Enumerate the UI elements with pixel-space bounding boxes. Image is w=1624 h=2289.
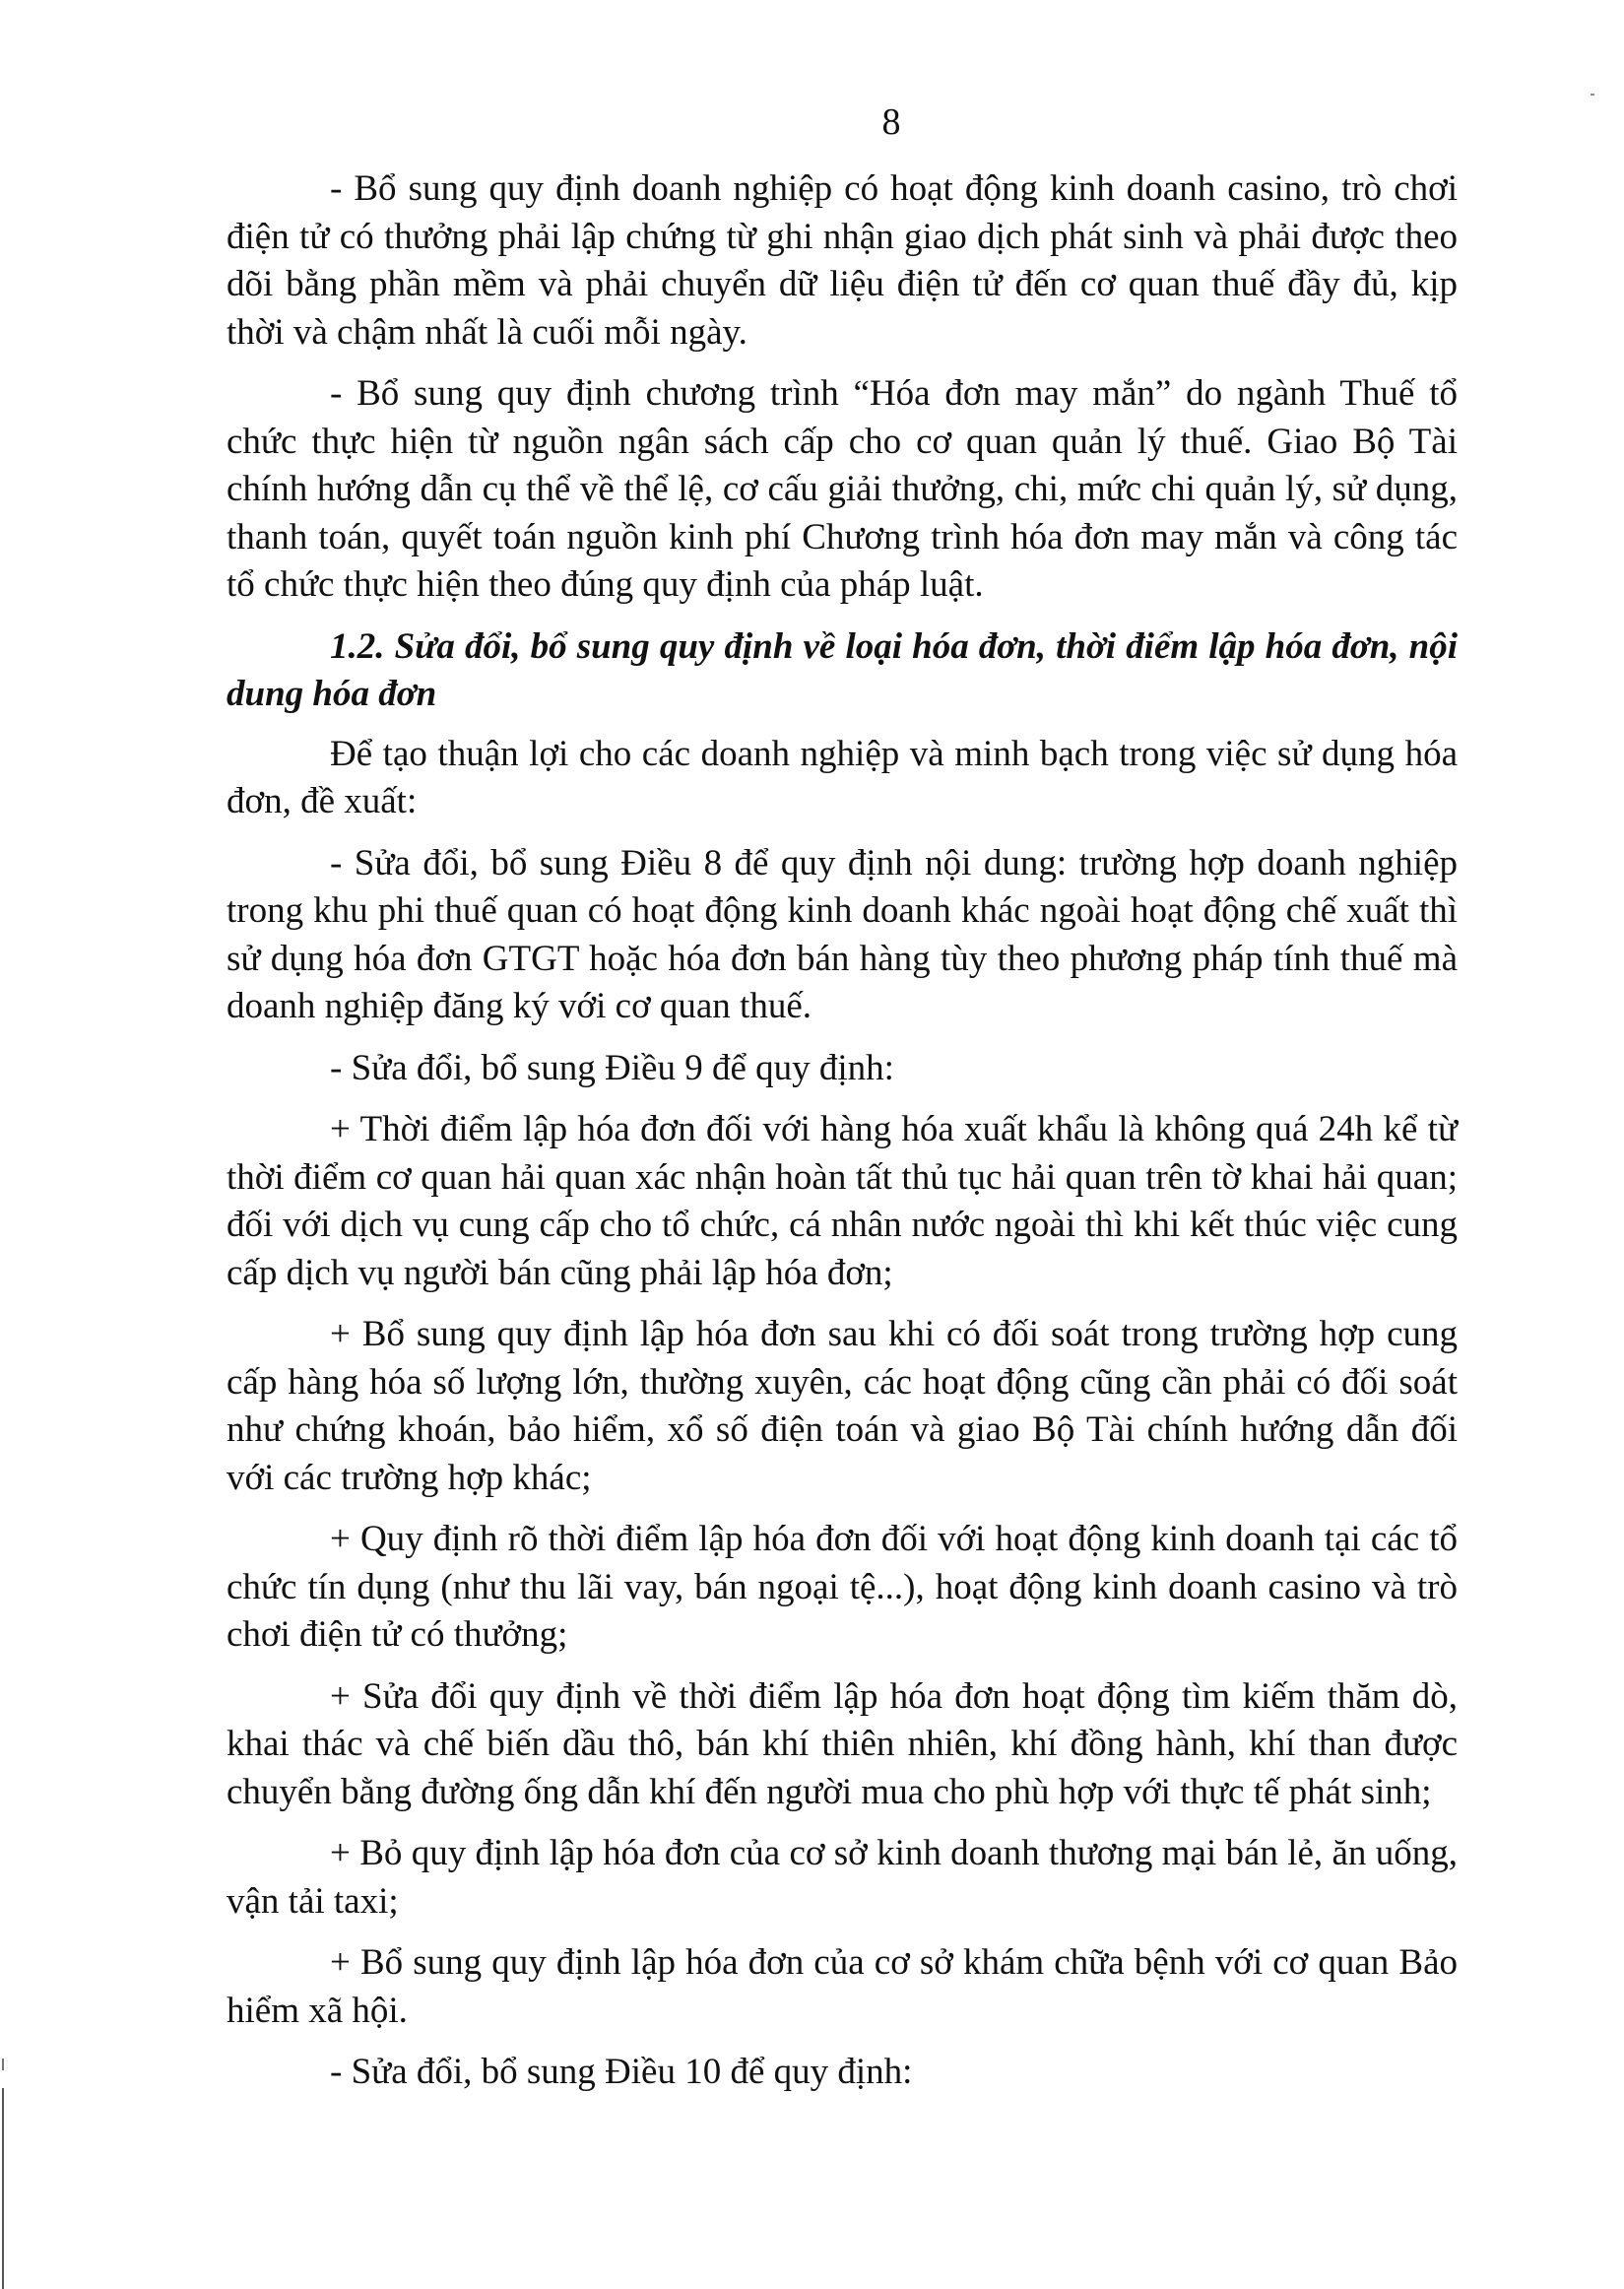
paragraph-medical-insurance: + Bổ sung quy định lập hóa đơn của cơ sở khám chữa bệnh với cơ quan Bảo hiểm xã hội.: [227, 1942, 1458, 2031]
section-heading: 1.2. Sửa đổi, bổ sung quy định về loại hóa đơn, thời điểm lập hóa đơn, nội dung hóa đơn: [227, 625, 1458, 714]
scan-edge-mark: [2, 2059, 4, 2070]
paragraph-lucky-invoice: - Bổ sung quy định chương trình “Hóa đơn may mắn” do ngành Thuế tổ chức thực hiện từ nguồn ngân sách cấp cho cơ quan quản lý thuế. Giao Bộ Tài chính hướng dẫn cụ thể về thể lệ, cơ cấu giải thưởng, chi, mức chi quản lý, sử dụng, thanh toán, quyết toán nguồn kinh phí Chương trình hóa đơn may mắn và công tác tổ chức thực hiện theo đúng quy định của pháp luật.: [227, 373, 1458, 605]
paragraph-intro: Để tạo thuận lợi cho các doanh nghiệp và minh bạch trong việc sử dụng hóa đơn, đề xuất:: [227, 733, 1458, 821]
paragraph-article-9: - Sửa đổi, bổ sung Điều 9 để quy định:: [330, 1047, 894, 1088]
document-page: [227, 98, 1458, 2111]
paragraph-article-10: - Sửa đổi, bổ sung Điều 10 để quy định:: [330, 2052, 913, 2092]
scan-speck: [1591, 94, 1594, 96]
paragraph-casino-records: - Bổ sung quy định doanh nghiệp có hoạt động kinh doanh casino, trò chơi điện tử có thưởng phải lập chứng từ ghi nhận giao dịch phát sinh và phải được theo dõi bằng phần mềm và phải chuyển dữ liệu điện tử đến cơ quan thuế đầy đủ, kịp thời và chậm nhất là cuối mỗi ngày.: [227, 168, 1458, 353]
paragraph-export-timing: + Thời điểm lập hóa đơn đối với hàng hóa xuất khẩu là không quá 24h kể từ thời điểm cơ quan hải quan xác nhận hoàn tất thủ tục hải quan trên tờ khai hải quan; đối với dịch vụ cung cấp cho tổ chức, cá nhân nước ngoài thì khi kết thúc việc cung cấp dịch vụ người bán cũng phải lập hóa đơn;: [227, 1109, 1458, 1293]
scan-edge-line: [2, 2088, 4, 2289]
paragraph-reconciliation: + Bổ sung quy định lập hóa đơn sau khi có đối soát trong trường hợp cung cấp hàng hóa số lượng lớn, thường xuyên, các hoạt động cũng cần phải có đối soát như chứng khoán, bảo hiểm, xổ số điện toán và giao Bộ Tài chính hướng dẫn đối với các trường hợp khác;: [227, 1314, 1458, 1498]
paragraph-credit-institutions: + Quy định rõ thời điểm lập hóa đơn đối với hoạt động kinh doanh tại các tổ chức tín dụng (như thu lãi vay, bán ngoại tệ...), hoạt động kinh doanh casino và trò chơi điện tử có thưởng;: [227, 1519, 1458, 1655]
page-number: 8: [881, 101, 901, 143]
paragraph-oil-gas: + Sửa đổi quy định về thời điểm lập hóa đơn hoạt động tìm kiếm thăm dò, khai thác và chế biến dầu thô, bán khí thiên nhiên, khí đồng hành, khí than được chuyển bằng đường ống dẫn khí đến người mua cho phù hợp với thực tế phát sinh;: [227, 1675, 1458, 1812]
paragraph-article-8: - Sửa đổi, bổ sung Điều 8 để quy định nội dung: trường hợp doanh nghiệp trong khu phi thuế quan có hoạt động kinh doanh khác ngoài hoạt động chế xuất thì sử dụng hóa đơn GTGT hoặc hóa đơn bán hàng tùy theo phương pháp tính thuế mà doanh nghiệp đăng ký với cơ quan thuế.: [227, 842, 1458, 1026]
paragraph-retail-removal: + Bỏ quy định lập hóa đơn của cơ sở kinh doanh thương mại bán lẻ, ăn uống, vận tải taxi;: [227, 1833, 1458, 1922]
